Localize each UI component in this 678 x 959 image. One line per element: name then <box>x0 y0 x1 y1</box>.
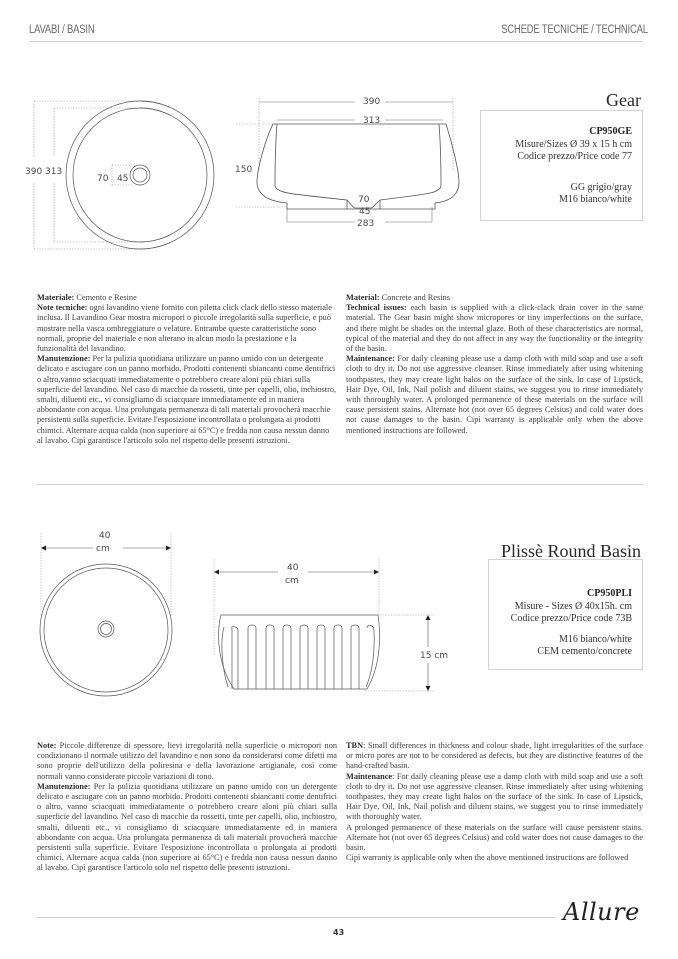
gear-side-view-drawing <box>235 90 475 240</box>
header-divider <box>29 41 643 42</box>
page-number: 43 <box>333 928 345 937</box>
section-label-technical: SCHEDE TECNICHE / TECHNICAL <box>501 24 648 36</box>
plisse-spec-box <box>488 559 643 670</box>
plisse-side-height-dim: 15 cm <box>420 651 449 661</box>
plisse-finish: CEM cemento/concrete <box>537 646 632 657</box>
section-label-basin: LAVABI / BASIN <box>29 24 95 36</box>
gear-sizes: Misure/Sizes Ø 39 x 15 h cm <box>515 138 632 150</box>
plisse-maintenance-en: : For daily cleaning please use a damp cloth with mild soap and use a soft cloth to dry it. Do not use aggressive cleanser. Rinse immediately after using whitening toothpastes, they may create light halos on the surface of the sink. In case of Lipstick, Hair Dye, Oil, Ink, Nail polish and diluent stains, we suggest you to rinse immediately with thoroughly water. <box>346 771 643 822</box>
gear-finish: GG grigio/gray <box>570 181 632 193</box>
plisse-top-width-unit: cm <box>96 544 110 554</box>
plisse-text-english <box>346 741 643 863</box>
label: Maintenance <box>346 771 393 781</box>
plisse-product-code: CP950PLI <box>587 588 632 599</box>
gear-top-inner-dim: 313 <box>45 167 63 177</box>
gear-side-drain-inner-dim: 45 <box>359 207 371 217</box>
plisse-top-width-value: 40 <box>99 531 111 541</box>
gear-side-top-width-dim: 390 <box>363 97 381 107</box>
label: Technical issues: <box>346 303 407 313</box>
gear-text-italian <box>37 293 337 446</box>
footer-divider <box>37 917 555 918</box>
gear-side-drain-outer-dim: 70 <box>358 195 370 205</box>
plisse-side-width-value: 40 <box>287 563 299 573</box>
gear-top-view-circle-ext <box>140 95 240 255</box>
plisse-permanence-en: A prolonged permanence of these materials on the surface will cause persistent stains. Alternate hot (not over 65 degrees Celsius) and cold water does not cause damages to the basin. <box>346 822 643 853</box>
plisse-notes-it: Piccole differenze di spessore, lievi irregolarità nella superficie o micropori non condizionano il normale utilizzo del lavandino e non sono da considerarsi come difetti ma sono proprie dell'utilizzo della poliresina e della lavorazione artigianale, così come normali vanno considerate piccole variazioni di tono. <box>37 741 337 781</box>
gear-product-code: CP950GE <box>589 126 632 137</box>
plisse-top-view-drawing <box>38 525 178 700</box>
plisse-notes-en: : Small differences in thickness and colour shade, light irregularities of the surface or micro pores are not to be considered as defects, but they are distinctive features of the hand-crafted basin. <box>346 741 643 771</box>
plisse-side-width-unit: cm <box>285 576 299 586</box>
gear-notes-en: each basin is supplied with a click-clack drain cover in the same material. The Gear basin might show micropores or tiny imperfections on the surface, and there might be shades on the internal glaze. Both of these characteristics are normal, typical of the material and they do not affect in any way the functionality or the integrity of the basin. <box>346 303 644 354</box>
label: Note tecniche: <box>37 303 88 313</box>
gear-top-drain-inner-dim: 45 <box>117 174 129 184</box>
gear-side-height-dim: 150 <box>235 165 253 175</box>
gear-material-en: Concrete and Resins <box>381 293 450 302</box>
plisse-text-italian <box>37 741 337 874</box>
plisse-price-code: Codice prezzo/Price code 73B <box>510 613 632 624</box>
gear-notes-it: ogni lavandino viene fornito con piletta click clack dello stesso materiale inclusa. Il Lavandino Gear mostra micropori o piccole irregolarità sulla superficie, e può mostrare nella vasca ombreggiature o velature. Entrambe queste caratteristiche sono normali, proprie del materiale e non alterano in alcun modo la prestazione e la funzionalità del lavandino. <box>37 303 332 354</box>
label: Manutenzione: <box>37 354 91 364</box>
plisse-sizes: Misure - Sizes Ø 40x15h. cm <box>514 600 632 612</box>
gear-finish: M16 bianco/white <box>558 194 632 205</box>
gear-top-drain-outer-dim: 70 <box>97 174 109 184</box>
gear-material-it: Cemento e Resine <box>76 293 137 302</box>
label: Manutenzione: <box>37 781 91 791</box>
gear-side-inner-width-dim: 313 <box>363 116 381 126</box>
plisse-maintenance-it: Per la pulizia quotidiana utilizzare un panno umido con un detergente delicato e asciugare con un panno morbido. Prodotti contenenti sbiancanti come dentifrici o altro, vanno sciacquati immediatamente o potrebbero creare aloni più chiari sulla superficie del lavandino. Nel caso di macchie da rossetti, tinte per capelli, olio, inchiostro, smalti, diluenti etc., vi consigliamo di sciacquare immediatamente ed in maniera abbondante con acqua. Una prolungata permanenza di tali materiali provocherà macchie persistenti sulla superficie. Evitare l'esposizione incontrollata o prolungata ai prodotti chimici. Alternare acqua calda (non superiore ai 65°C) e fredda non causa nessun danno al lavabo. Cipì garantisce l'articolo solo nel rispetto delle presenti istruzioni. <box>37 781 337 873</box>
gear-price-code: Codice prezzo/Price code 77 <box>517 151 632 162</box>
brand-logo-allure: Allure <box>563 898 640 926</box>
label: TBN <box>346 741 364 750</box>
label: Material: <box>346 293 380 302</box>
section-divider <box>37 484 643 485</box>
plisse-finish: M16 bianco/white <box>558 633 632 645</box>
gear-top-outer-dim: 390 <box>25 167 43 177</box>
gear-maintenance-en: For daily cleaning please use a damp cloth with mild soap and use a soft cloth to dry it. Do not use aggressive cleanser. Rinse immediately after using whitening toothpastes, they may create light halos on the surface of the sink. In case of Lipstick, Hair Dye, Oil, Ink, Nail polish and diluent stains, we suggest you to rinse immediately with thoroughly water. A prolonged permanence of these materials on the surface will cause persistent stains. Alternate hot (not over 65 degrees Celsius) and cold water does not cause damages to the basin. Cipì warranty is applicable only when the above mentioned instructions are followed. <box>346 354 644 435</box>
gear-maintenance-it: Per la pulizia quotidiana utilizzare un panno umido con un detergente delicato e asciugare con un panno morbido. Prodotti contenenti sbiancanti come dentifrici o altro,vanno sciacquati immediatamente o potrebbero creare aloni più chiari sulla superficie del lavandino. Nel caso di macchie da rossetti, tinte per capelli, olio, inchiostro, smalti, diluenti etc., vi consigliamo di sciacquare immediatamente ed in maniera abbondante con acqua. Una prolungata permanenza di tali materiali provocherà macchie persistenti sulla superficie. Evitare l'esposizione incontrollata o prolungata ai prodotti chimici. Alternare acqua calda (non superiore ai 65°C) e fredda non causa nessun danno al lavabo. Cipì garantisce l'articolo solo nel rispetto delle presenti istruzioni. <box>37 354 337 445</box>
plisse-side-view-drawing <box>210 555 470 700</box>
gear-spec-box <box>480 110 643 221</box>
label: Materiale: <box>37 293 75 302</box>
product-title-plisse: Plissè Round Basin <box>500 541 641 561</box>
label: Maintenance: <box>346 354 395 364</box>
gear-text-english <box>346 293 643 436</box>
label: Note: <box>37 741 57 750</box>
product-title-gear: Gear <box>606 90 641 110</box>
gear-side-base-dim: 283 <box>357 219 375 229</box>
plisse-warranty-en: Cipì warranty is applicable only when the above mentioned instructions are followed <box>346 853 629 863</box>
